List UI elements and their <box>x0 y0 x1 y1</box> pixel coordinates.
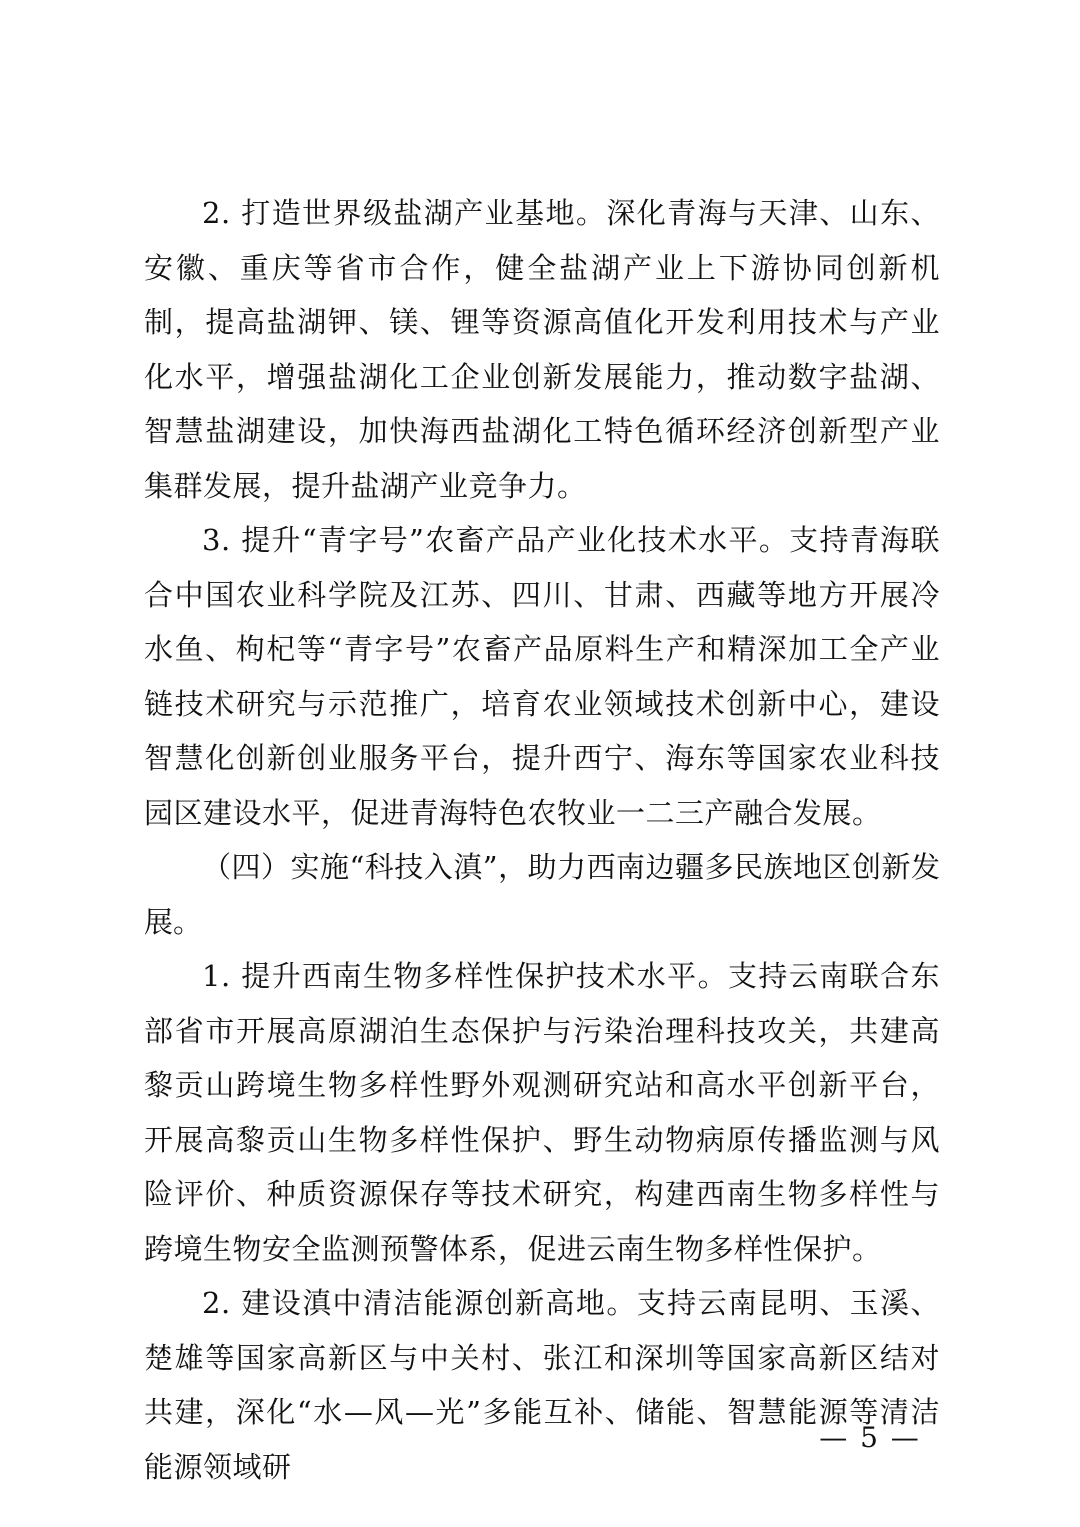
document-body <box>144 186 940 1494</box>
paragraph-salt-lake-industry-base: 2. 打造世界级盐湖产业基地。深化青海与天津、山东、安徽、重庆等省市合作，健全盐湖产业上下游协同创新机制，提高盐湖钾、镁、锂等资源高值化开发利用技术与产业化水平，增强盐湖化工企业创新发展能力，推动数字盐湖、智慧盐湖建设，加快海西盐湖化工特色循环经济创新型产业集群发展，提升盐湖产业竞争力。 <box>144 196 940 503</box>
section-heading-yunnan: （四）实施“科技入滇”，助力西南边疆多民族地区创新发展。 <box>144 850 940 939</box>
page-number: — 5 — <box>819 1421 921 1454</box>
paragraph-qinghai-agricultural-products: 3. 提升“青字号”农畜产品产业化技术水平。支持青海联合中国农业科学院及江苏、四川、甘肃、西藏等地方开展冷水鱼、枸杞等“青字号”农畜产品原料生产和精深加工全产业链技术研究与示范推广，培育农业领域技术创新中心，建设智慧化创新创业服务平台，提升西宁、海东等国家农业科技园区建设水平，促进青海特色农牧业一二三产融合发展。 <box>144 523 940 830</box>
paragraph-southwest-biodiversity: 1. 提升西南生物多样性保护技术水平。支持云南联合东部省市开展高原湖泊生态保护与污染治理科技攻关，共建高黎贡山跨境生物多样性野外观测研究站和高水平创新平台，开展高黎贡山生物多样性保护、野生动物病原传播监测与风险评价、种质资源保存等技术研究，构建西南生物多样性与跨境生物安全监测预警体系，促进云南生物多样性保护。 <box>144 959 940 1266</box>
paragraph-central-yunnan-clean-energy: 2. 建设滇中清洁能源创新高地。支持云南昆明、玉溪、楚雄等国家高新区与中关村、张江和深圳等国家高新区结对共建，深化“水—风—光”多能互补、储能、智慧能源等清洁能源领域研 <box>144 1286 940 1484</box>
